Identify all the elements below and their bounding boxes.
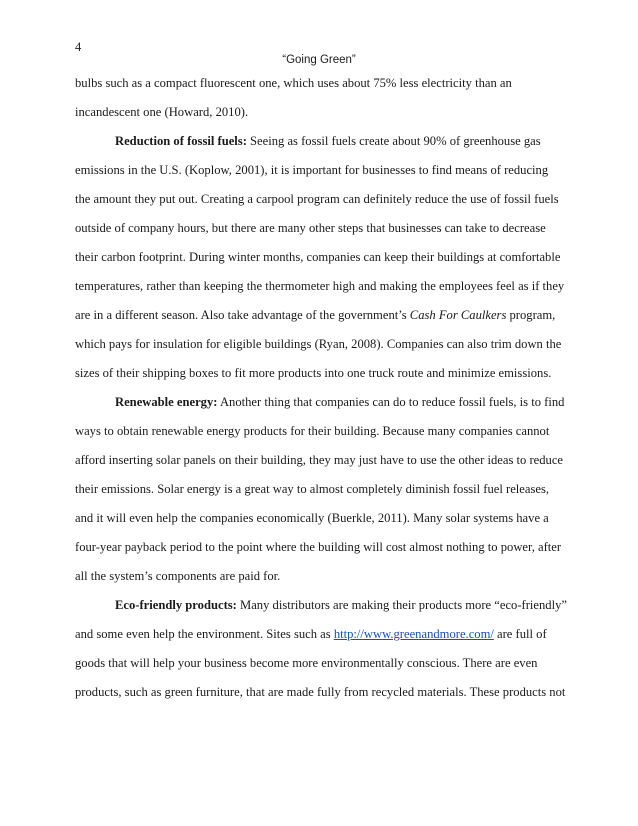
section-heading-renewable-energy: Renewable energy:: [115, 395, 218, 409]
paragraph-fossil-fuels: [115, 133, 615, 149]
text-line: [75, 307, 575, 323]
text-line: goods that will help your business become more environmentally conscious. There are even: [75, 656, 538, 670]
text-line: bulbs such as a compact fluorescent one, which uses about 75% less electricity than an: [75, 76, 512, 90]
text-line: all the system’s components are paid for.: [75, 569, 281, 583]
text-run: are full of: [493, 627, 547, 641]
text-line: incandescent one (Howard, 2010).: [75, 105, 249, 119]
text-run: Many distributors are making their products more “eco-friendly”: [236, 598, 567, 612]
section-heading-eco-friendly: Eco-friendly products:: [115, 598, 237, 612]
greenandmore-link[interactable]: http://www.greenandmore.com/: [333, 627, 494, 641]
text-line: products, such as green furniture, that are made fully from recycled materials. These products not: [75, 685, 566, 699]
running-head: “Going Green”: [282, 54, 356, 66]
page-number: 4: [75, 40, 82, 54]
paragraph-eco-friendly: [115, 597, 615, 613]
text-line: afford inserting solar panels on their building, they may just have to use the other ideas to reduce: [75, 453, 563, 467]
text-line: their carbon footprint. During winter months, companies can keep their buildings at comfortable: [75, 250, 561, 264]
text-run: and some even help the environment. Sites such as: [75, 627, 334, 641]
text-line: [75, 626, 575, 642]
text-line: temperatures, rather than keeping the thermometer high and making the employees feel as if they: [75, 279, 565, 293]
text-line: their emissions. Solar energy is a great way to almost completely diminish fossil fuel releases,: [75, 482, 550, 496]
text-line: and it will even help the companies economically (Buerkle, 2011). Many solar systems have a: [75, 511, 549, 525]
text-line: the amount they put out. Creating a carpool program can definitely reduce the use of fossil fuels: [75, 192, 559, 206]
text-line: ways to obtain renewable energy products for their building. Because many companies cannot: [75, 424, 550, 438]
text-line: which pays for insulation for eligible buildings (Ryan, 2008). Companies can also trim down the: [75, 337, 562, 351]
text-line: outside of company hours, but there are many other steps that businesses can take to decrease: [75, 221, 546, 235]
text-run: Another thing that companies can do to reduce fossil fuels, is to find: [217, 395, 565, 409]
text-run: program,: [506, 308, 556, 322]
text-line: emissions in the U.S. (Koplow, 2001), it is important for businesses to find means of reducing: [75, 163, 549, 177]
text-run: are in a different season. Also take advantage of the government’s: [75, 308, 410, 322]
text-line: sizes of their shipping boxes to fit more products into one truck route and minimize emissions.: [75, 366, 552, 380]
text-run: Seeing as fossil fuels create about 90% of greenhouse gas: [246, 134, 541, 148]
section-heading-fossil-fuels: Reduction of fossil fuels:: [115, 134, 247, 148]
text-line: four-year payback period to the point where the building will cost almost nothing to power, after: [75, 540, 562, 554]
paragraph-renewable-energy: [115, 394, 615, 410]
program-name: Cash For Caulkers: [409, 308, 507, 322]
